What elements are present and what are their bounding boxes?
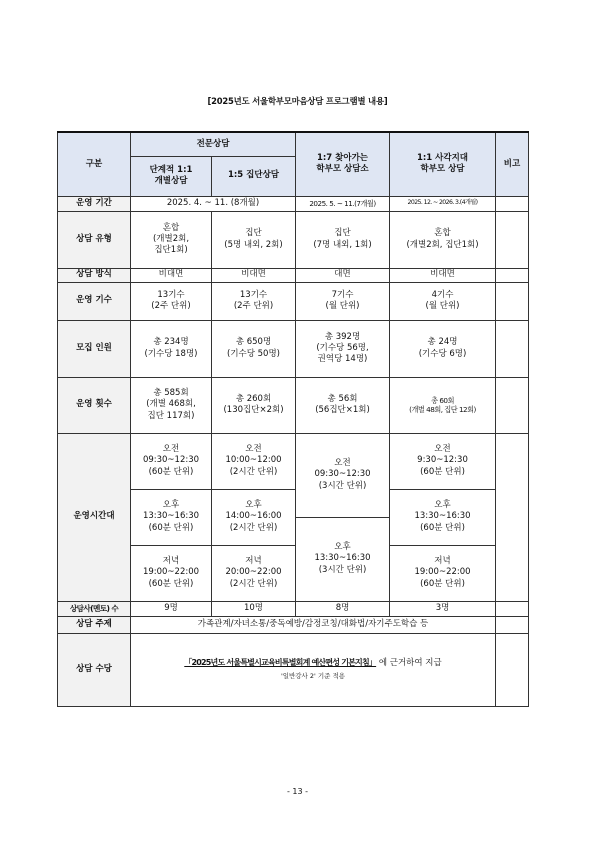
remarks-cell: [496, 196, 529, 211]
fee-value: [131, 633, 496, 706]
terms-c2: 13기수 (2주 단위): [212, 282, 296, 320]
label-topics: 상담 주제: [58, 616, 131, 633]
label-hours: 운영시간대: [58, 433, 131, 601]
remarks-cell: [496, 433, 529, 601]
hours-c1-afternoon: 오후 13:30~16:30 (60분 단위): [131, 489, 212, 545]
row-counselors: [58, 601, 529, 616]
label-type: 상담 유형: [58, 211, 131, 268]
recruit-c1: 총 234명 (기수당 18명): [131, 320, 212, 377]
fee-suffix: 에 근거하여 지급: [376, 658, 442, 669]
fee-guideline-doc: 「2025년도 서울특별시교육비특별회계 예산편성 기본지침」: [184, 658, 377, 668]
period-value: 2025. 4. ~ 11. (8개월): [131, 196, 296, 211]
header-blindspot: 1:1 사각지대 학부모 상담: [390, 132, 496, 196]
program-table: [57, 131, 529, 707]
fee-note: '일반강사 2' 기준 적용: [280, 672, 346, 681]
type-c1: 혼합 (개별2회, 집단1회): [131, 211, 212, 268]
method-c3: 대면: [296, 268, 390, 282]
sessions-c4: 총 60회 (개별 48회, 집단 12회): [390, 377, 496, 433]
hours-c4-morning: 오전 9:30~12:30 (60분 단위): [390, 433, 496, 489]
row-terms: [58, 282, 529, 320]
counselors-c4: 3명: [390, 601, 496, 616]
hours-c1-morning: 오전 09:30~12:30 (60분 단위): [131, 433, 212, 489]
counselors-c2: 10명: [212, 601, 296, 616]
row-fee: [58, 633, 529, 706]
remarks-cell: [496, 211, 529, 268]
type-c3: 집단 (7명 내외, 1회): [296, 211, 390, 268]
header-visiting: 1:7 찾아가는 학부모 상담소: [296, 132, 390, 196]
row-sessions: [58, 377, 529, 433]
remarks-cell: [496, 282, 529, 320]
sessions-c2: 총 260회 (130집단×2회): [212, 377, 296, 433]
row-type: [58, 211, 529, 268]
hours-c4-evening: 저녁 19:00~22:00 (60분 단위): [390, 545, 496, 601]
sessions-c1: 총 585회 (개별 468회, 집단 117회): [131, 377, 212, 433]
hours-c3-morning: 오전 09:30~12:30 (3시간 단위): [296, 433, 390, 517]
header-category: 구분: [58, 132, 131, 196]
type-c4: 혼합 (개별2회, 집단1회): [390, 211, 496, 268]
type-c2: 집단 (5명 내외, 2회): [212, 211, 296, 268]
hours-c1-evening: 저녁 19:00~22:00 (60분 단위): [131, 545, 212, 601]
label-fee: 상담 수당: [58, 633, 131, 706]
remarks-cell: [496, 320, 529, 377]
method-c4: 비대면: [390, 268, 496, 282]
remarks-cell: [496, 633, 529, 706]
row-topics: [58, 616, 529, 633]
header-group: 1:5 집단상담: [212, 156, 296, 196]
label-recruit: 모집 인원: [58, 320, 131, 377]
label-sessions: 운영 횟수: [58, 377, 131, 433]
method-c2: 비대면: [212, 268, 296, 282]
row-period: [58, 196, 529, 211]
counselors-c1: 9명: [131, 601, 212, 616]
method-c1: 비대면: [131, 268, 212, 282]
label-counselors: 상담사(멘토) 수: [58, 601, 131, 616]
header-remarks: 비고: [496, 132, 529, 196]
period-c3: 2025. 5. ~ 11.(7개월): [296, 196, 390, 211]
terms-c1: 13기수 (2주 단위): [131, 282, 212, 320]
label-period: 운영 기간: [58, 196, 131, 211]
counselors-c3: 8명: [296, 601, 390, 616]
terms-c3: 7기수 (월 단위): [296, 282, 390, 320]
remarks-cell: [496, 377, 529, 433]
label-method: 상담 방식: [58, 268, 131, 282]
document-title: [2025년도 서울학부모마음상담 프로그램별 내용]: [207, 96, 388, 106]
recruit-c3: 총 392명 (기수당 56명, 권역당 14명): [296, 320, 390, 377]
topics-value: 가족관계/자녀소통/중독예방/감정코칭/대화법/자기주도학습 등: [131, 616, 496, 633]
header-specialized: 전문상담: [131, 132, 296, 156]
hours-c2-morning: 오전 10:00~12:00 (2시간 단위): [212, 433, 296, 489]
recruit-c2: 총 650명 (기수당 50명): [212, 320, 296, 377]
hours-c2-afternoon: 오후 14:00~16:00 (2시간 단위): [212, 489, 296, 545]
header-individual: 단계적 1:1 개별상담: [131, 156, 212, 196]
sessions-c3: 총 56회 (56집단×1회): [296, 377, 390, 433]
hours-c2-evening: 저녁 20:00~22:00 (2시간 단위): [212, 545, 296, 601]
remarks-cell: [496, 601, 529, 616]
remarks-cell: [496, 268, 529, 282]
hours-c4-afternoon: 오후 13:30~16:30 (60분 단위): [390, 489, 496, 545]
page-number: - 13 -: [286, 787, 309, 796]
row-recruit: [58, 320, 529, 377]
row-method: [58, 268, 529, 282]
terms-c4: 4기수 (월 단위): [390, 282, 496, 320]
period-c4: 2025. 12. ~ 2026. 3.(4개월): [390, 196, 496, 211]
row-hours: [58, 433, 529, 461]
recruit-c4: 총 24명 (기수당 6명): [390, 320, 496, 377]
label-terms: 운영 기수: [58, 282, 131, 320]
remarks-cell: [496, 616, 529, 633]
hours-c3-afternoon: 오후 13:30~16:30 (3시간 단위): [296, 517, 390, 601]
